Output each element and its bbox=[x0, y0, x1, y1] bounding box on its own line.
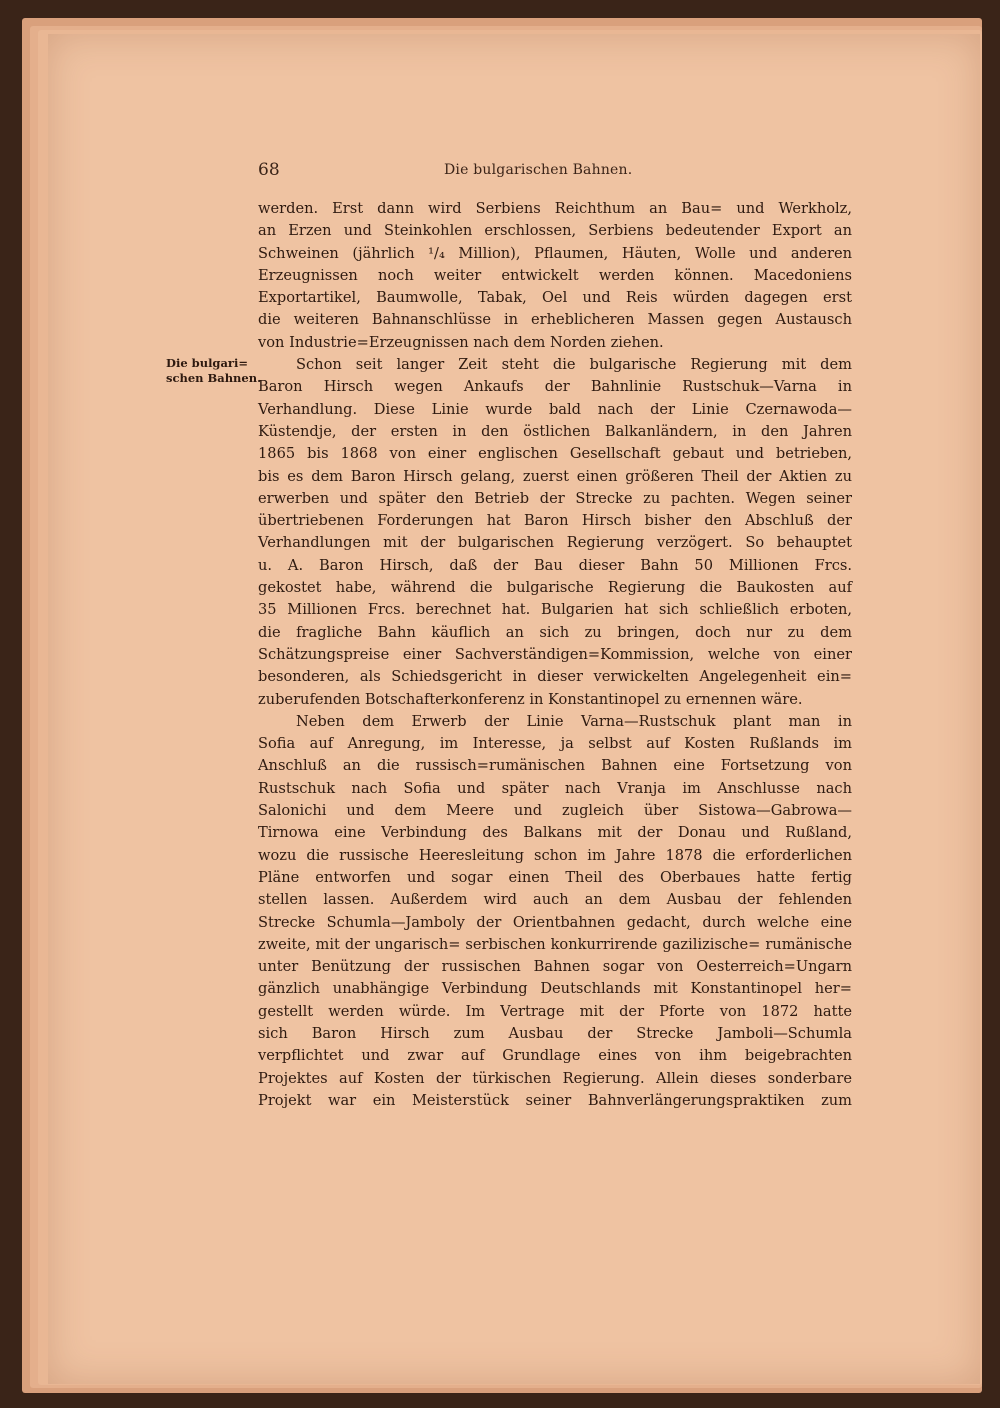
page-number: 68 bbox=[258, 160, 280, 180]
text-line: Tirnowa eine Verbindung des Balkans mit der Donau und Rußland, bbox=[258, 824, 852, 842]
text-line: werden. Erst dann wird Serbiens Reichthum an Bau= und Werkholz, bbox=[258, 200, 852, 217]
text-line: die weiteren Bahnanschlüsse in erheblicheren Massen gegen Austausch bbox=[258, 311, 852, 329]
text-line: Verhandlung. Diese Linie wurde bald nach der Linie Czernawoda— bbox=[258, 400, 852, 418]
text-line: verpflichtet und zwar auf Grundlage eines von ihm beigebrachten bbox=[258, 1047, 852, 1065]
text-line: Rustschuk nach Sofia und später nach Vranja im Anschlusse nach bbox=[258, 779, 852, 797]
text-line: Neben dem Erwerb der Linie Varna—Rustschuk plant man in bbox=[296, 712, 852, 730]
text-line: stellen lassen. Außerdem wird auch an dem Ausbau der fehlenden bbox=[258, 891, 852, 909]
margin-note bbox=[166, 356, 262, 386]
margin-note-line: schen Bahnen. bbox=[166, 371, 262, 385]
text-line: u. A. Baron Hirsch, daß der Bau dieser Bahn 50 Millionen Frcs. bbox=[258, 556, 852, 574]
text-line: Pläne entworfen und sogar einen Theil des Oberbaues hatte fertig bbox=[258, 868, 852, 886]
body-text bbox=[258, 198, 852, 1112]
text-line: Schweinen (jährlich ¹/₄ Million), Pflaumen, Häuten, Wolle und anderen bbox=[258, 244, 852, 262]
margin-note-line: Die bulgari= bbox=[166, 356, 248, 370]
text-line: übertriebenen Forderungen hat Baron Hirsch bisher den Abschluß der bbox=[258, 512, 852, 530]
page-header bbox=[258, 160, 848, 184]
text-line: zuberufenden Botschafterkonferenz in Konstantinopel zu ernennen wäre. bbox=[258, 690, 803, 708]
text-line: zweite, mit der ungarisch= serbischen konkurrirende gazilizische= rumänische bbox=[258, 935, 852, 953]
text-line: erwerben und später den Betrieb der Strecke zu pachten. Wegen seiner bbox=[258, 489, 852, 507]
text-line: Schon seit langer Zeit steht die bulgarische Regierung mit dem bbox=[296, 356, 852, 374]
text-line: besonderen, als Schiedsgericht in dieser verwickelten Angelegenheit ein= bbox=[258, 668, 852, 686]
text-line: Strecke Schumla—Jamboly der Orientbahnen gedacht, durch welche eine bbox=[258, 913, 852, 931]
text-line: gestellt werden würde. Im Vertrage mit der Pforte von 1872 hatte bbox=[258, 1002, 852, 1020]
text-line: unter Benützung der russischen Bahnen sogar von Oesterreich=Ungarn bbox=[258, 958, 852, 976]
text-line: an Erzen und Steinkohlen erschlossen, Serbiens bedeutender Export an bbox=[258, 222, 852, 240]
text-line: Baron Hirsch wegen Ankaufs der Bahnlinie Rustschuk—Varna in bbox=[258, 378, 852, 396]
text-line: Salonichi und dem Meere und zugleich über Sistowa—Gabrowa— bbox=[258, 802, 852, 820]
text-line: Sofia auf Anregung, im Interesse, ja selbst auf Kosten Rußlands im bbox=[258, 735, 852, 753]
text-line: Anschluß an die russisch=rumänischen Bahnen eine Fortsetzung von bbox=[258, 757, 852, 775]
text-line: die fragliche Bahn käuflich an sich zu bringen, doch nur zu dem bbox=[258, 623, 852, 641]
text-line: gekostet habe, während die bulgarische Regierung die Baukosten auf bbox=[258, 579, 852, 597]
text-line: Küstendje, der ersten in den östlichen Balkanländern, in den Jahren bbox=[258, 422, 852, 440]
text-line: Exportartikel, Baumwolle, Tabak, Oel und Reis würden dagegen erst bbox=[258, 289, 852, 307]
text-line: Projektes auf Kosten der türkischen Regierung. Allein dieses sonderbare bbox=[258, 1069, 852, 1087]
text-line: 1865 bis 1868 von einer englischen Gesellschaft gebaut und betrieben, bbox=[258, 445, 852, 463]
text-line: gänzlich unabhängige Verbindung Deutschlands mit Konstantinopel her= bbox=[258, 980, 852, 998]
text-line: bis es dem Baron Hirsch gelang, zuerst einen größeren Theil der Aktien zu bbox=[258, 467, 852, 485]
text-line: Verhandlungen mit der bulgarischen Regierung verzögert. So behauptet bbox=[258, 534, 852, 552]
text-line: Erzeugnissen noch weiter entwickelt werden können. Macedoniens bbox=[258, 266, 852, 284]
running-title: Die bulgarischen Bahnen. bbox=[444, 162, 633, 178]
text-line: sich Baron Hirsch zum Ausbau der Strecke Jamboli—Schumla bbox=[258, 1024, 852, 1042]
text-line: Projekt war ein Meisterstück seiner Bahnverlängerungspraktiken zum bbox=[258, 1091, 852, 1109]
text-line: wozu die russische Heeresleitung schon im Jahre 1878 die erforderlichen bbox=[258, 846, 852, 864]
text-line: 35 Millionen Frcs. berechnet hat. Bulgarien hat sich schließlich erboten, bbox=[258, 601, 852, 619]
text-line: von Industrie=Erzeugnissen nach dem Norden ziehen. bbox=[258, 333, 664, 351]
text-line: Schätzungspreise einer Sachverständigen=Kommission, welche von einer bbox=[258, 645, 852, 663]
